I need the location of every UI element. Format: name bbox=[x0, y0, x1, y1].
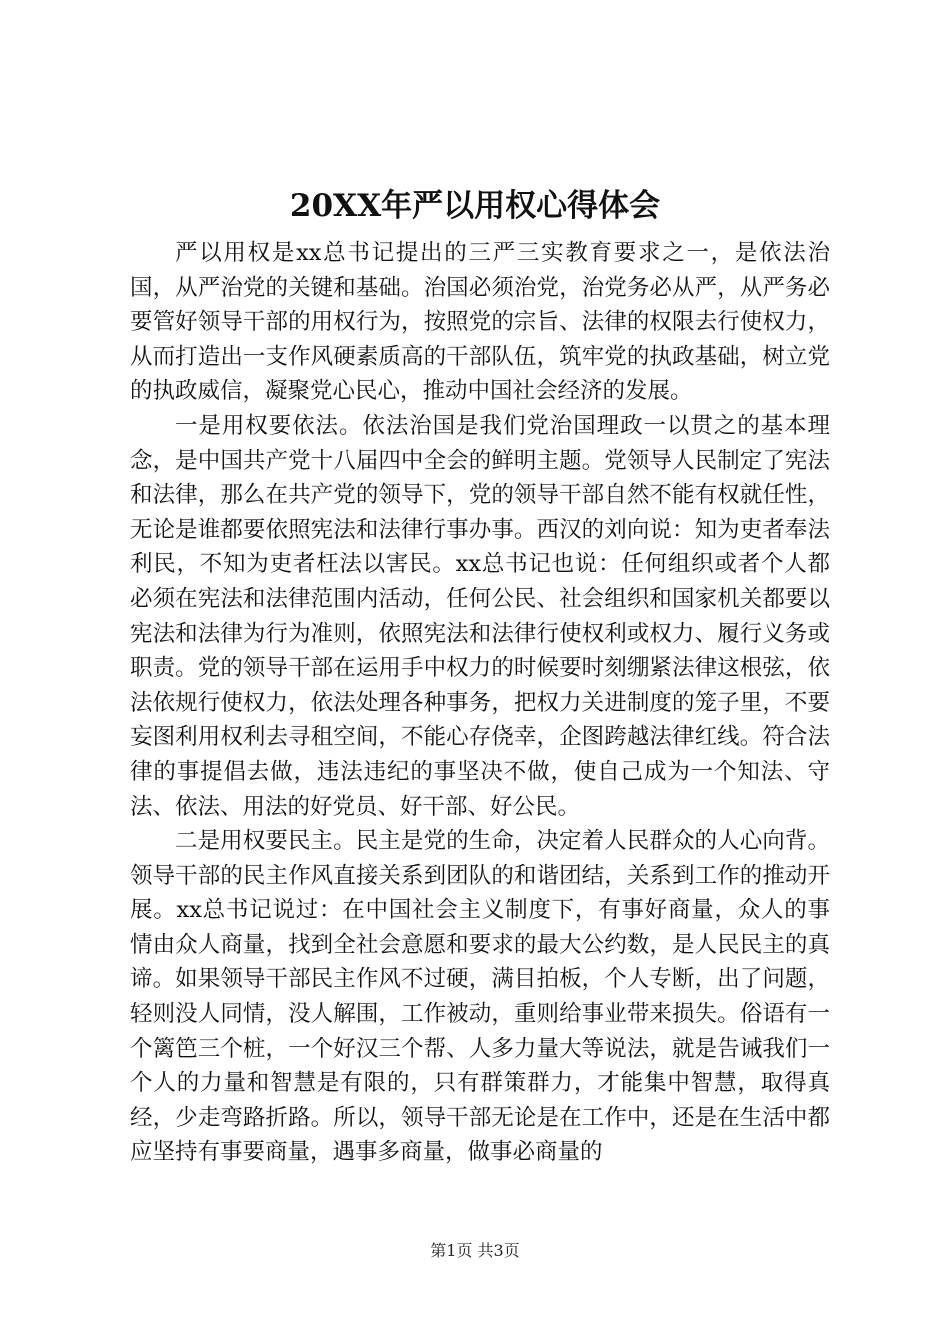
page-footer: 第1页 共3页 bbox=[430, 1241, 520, 1260]
paragraph-use-power-by-law: 一是用权要依法。依法治国是我们党治国理政一以贯之的基本理念，是中国共产党十八届四中全会的鲜明主题。党领导人民制定了宪法和法律，那么在共产党的领导下，党的领导干部自然不能有权就任性，无论是谁都要依照宪法和法律行事办事。西汉的刘向说：知为吏者奉法利民，不知为吏者枉法以害民。xx总书记也说：任何组织或者个人都必须在宪法和法律范围内活动，任何公民、社会组织和国家机关都要以宪法和法律为行为准则，依照宪法和法律行使权利或权力、履行义务或职责。党的领导干部在运用手中权力的时候要时刻绷紧法律这根弦，依法依规行使权力，依法处理各种事务，把权力关进制度的笼子里，不要妄图利用权利去寻租空间，不能心存侥幸，企图跨越法律红线。符合法律的事提倡去做，违法违纪的事坚决不做，使自己成为一个知法、守法、依法、用法的好党员、好干部、好公民。 bbox=[130, 412, 830, 820]
document-title: 20XX年严以用权心得体会 bbox=[289, 188, 661, 224]
document-body bbox=[130, 236, 830, 1170]
paragraph-intro: 严以用权是xx总书记提出的三严三实教育要求之一，是依法治国，从严治党的关键和基础。治国必须治党，治党务必从严，从严务必要管好领导干部的用权行为，按照党的宗旨、法律的权限去行使权力，从而打造出一支作风硬素质高的干部队伍，筑牢党的执政基础，树立党的执政威信，凝聚党心民心，推动中国社会经济的发展。 bbox=[130, 240, 830, 405]
paragraph-use-power-democratically: 二是用权要民主。民主是党的生命，决定着人民群众的人心向背。领导干部的民主作风直接关系到团队的和谐团结，关系到工作的推动开展。xx总书记说过：在中国社会主义制度下，有事好商量，众人的事情由众人商量，找到全社会意愿和要求的最大公约数，是人民民主的真谛。如果领导干部民主作风不过硬，满目拍板，个人专断，出了问题，轻则没人同情，没人解围，工作被动，重则给事业带来损失。俗语有一个篱笆三个桩，一个好汉三个帮、人多力量大等说法，就是告诫我们一个人的力量和智慧是有限的，只有群策群力，才能集中智慧，取得真经，少走弯路折路。所以，领导干部无论是在工作中，还是在生活中都应坚持有事要商量，遇事多商量，做事必商量的 bbox=[130, 828, 830, 1166]
